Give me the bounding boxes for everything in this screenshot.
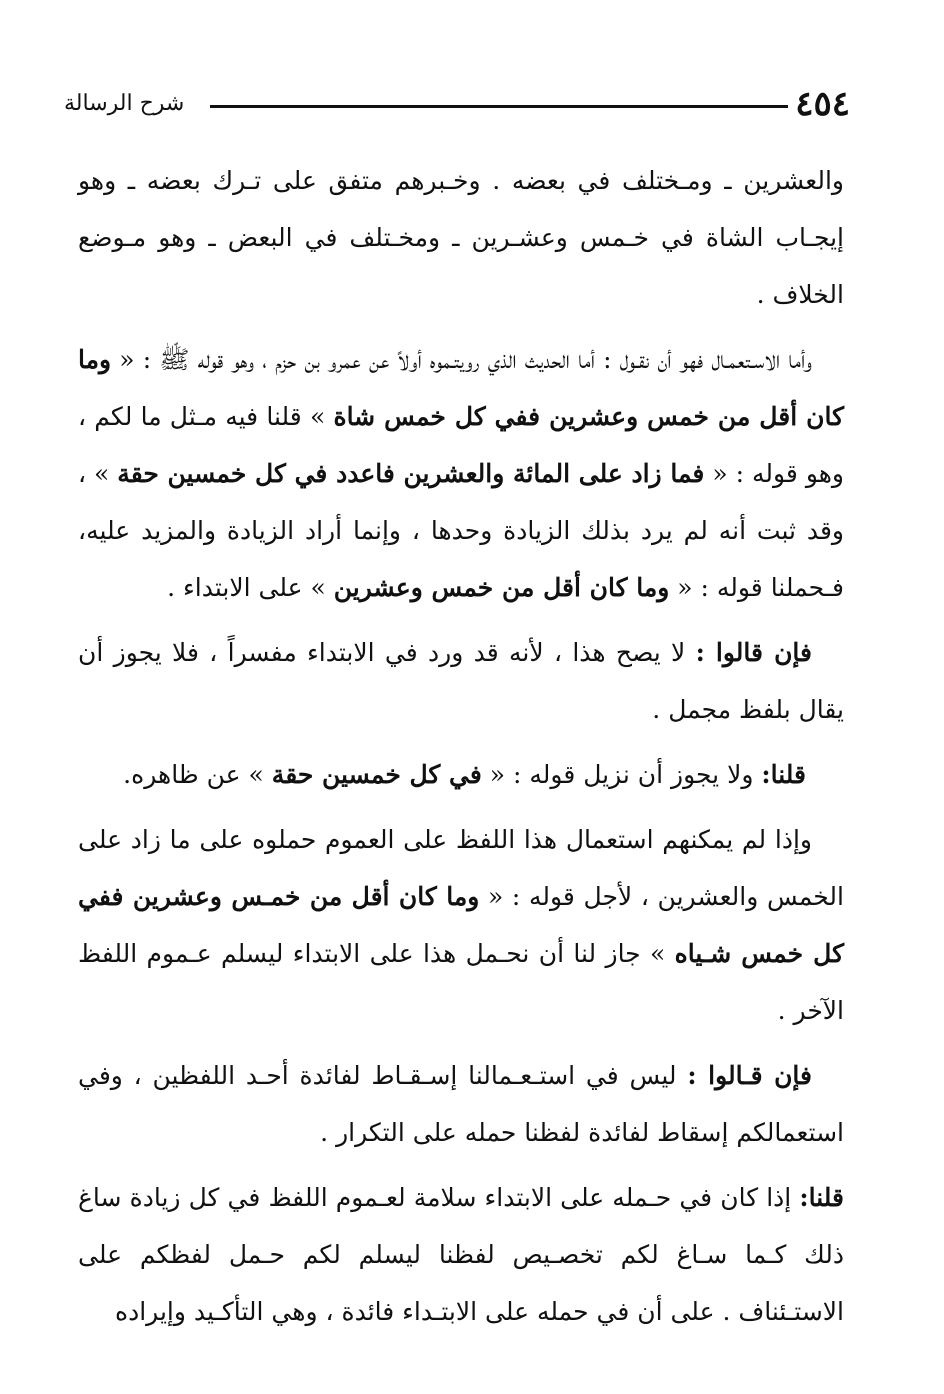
text-segment: وإذا لم يمكنهم استعمال هذا اللفظ على العموم حملوه على ما زاد على الخمس والعشرين ، لأجل قوله : « [78,825,844,911]
reply-label: قلنا: [799,1183,844,1212]
text-segment: ليس في استـعـمالنا إسـقـاط لفائدة أحـد اللفظين ، وفي استعمالكم إسقاط لفائدة لفظنا حمله على التكرار . [78,1061,844,1147]
running-title: شرح الرسالة [64,91,185,116]
text-segment: والعشرين ـ ومـختلف في بعضه . وخـبرهم متفق على تـرك بعضه ـ وهو إيجـاب الشاة في خـمس وعشـرين ـ ومخـتلف في البعض ـ وهو مـوضع الخلاف . [78,166,844,309]
text-segment: » على الابتداء . [167,573,334,602]
hadith-quote: في كل خمسين حقة [271,760,482,789]
paragraph-1 [78,152,844,323]
hadith-quote: وما كان أقل من خمـس وعشرين ففي كل خمس شـياه [78,882,844,968]
objection-label: فإن قالوا : [695,638,812,667]
paragraph-2 [78,331,844,616]
reply-label: قلنا: [761,760,806,789]
paragraph-5 [78,811,844,1039]
hadith-quote: فما زاد على المائة والعشرين فاعدد في كل خمسين حقة [117,459,705,488]
header-rule [210,105,788,108]
text-segment: لا يصح هذا ، لأنه قد ورد في الابتداء مفسراً ، فلا يجوز أن يقال بلفظ مجمل . [78,638,844,724]
text-segment: إذا كان في حـمله على الابتداء سلامة لعـموم اللفظ في كل زيادة ساغ ذلك كـما سـاغ لكم تخصـيص لفظنا ليسلم لكم حـمل لفظكم على الاستـئناف . على أن في حمله على الابتـداء فائدة ، وهي التأكـيد وإيراده [78,1183,844,1326]
text-segment: » عن ظاهره. [123,760,272,789]
text-segment: وأما الاسـتعمـال فهو أن نقـول : أما الحديث الذي رويتـموه أولاً عن عمرو بن حزم ، وهو قوله ﷺ : « [111,345,812,374]
paragraph-3 [78,624,844,738]
paragraph-4 [78,746,844,803]
page-header [64,84,850,128]
hadith-quote: وما كان أقل من خمس وعشرين ففي كل خمس شاة [78,345,844,431]
page-number: ٤٥٤ [795,84,850,124]
paragraph-7 [78,1169,844,1340]
text-segment: ولا يجوز أن نزيل قوله : « [481,760,762,789]
hadith-quote: وما كان أقل من خمس وعشرين [333,573,670,602]
page-body [78,152,844,1348]
text-segment: » جاز لنا أن نحـمل هذا على الابتداء ليسلم عـموم اللفظ الآخر . [78,939,844,1025]
text-segment: » قلنا فيه مـثل ما لكم ، وهو قوله : « [78,402,844,488]
objection-label: فإن قـالوا : [687,1061,812,1090]
text-segment: » ، وقد ثبت أنه لم يرد بذلك الزيادة وحدها ، وإنما أراد الزيادة والمزيد عليه، فـحملنا قوله : « [78,459,844,602]
paragraph-6 [78,1047,844,1161]
